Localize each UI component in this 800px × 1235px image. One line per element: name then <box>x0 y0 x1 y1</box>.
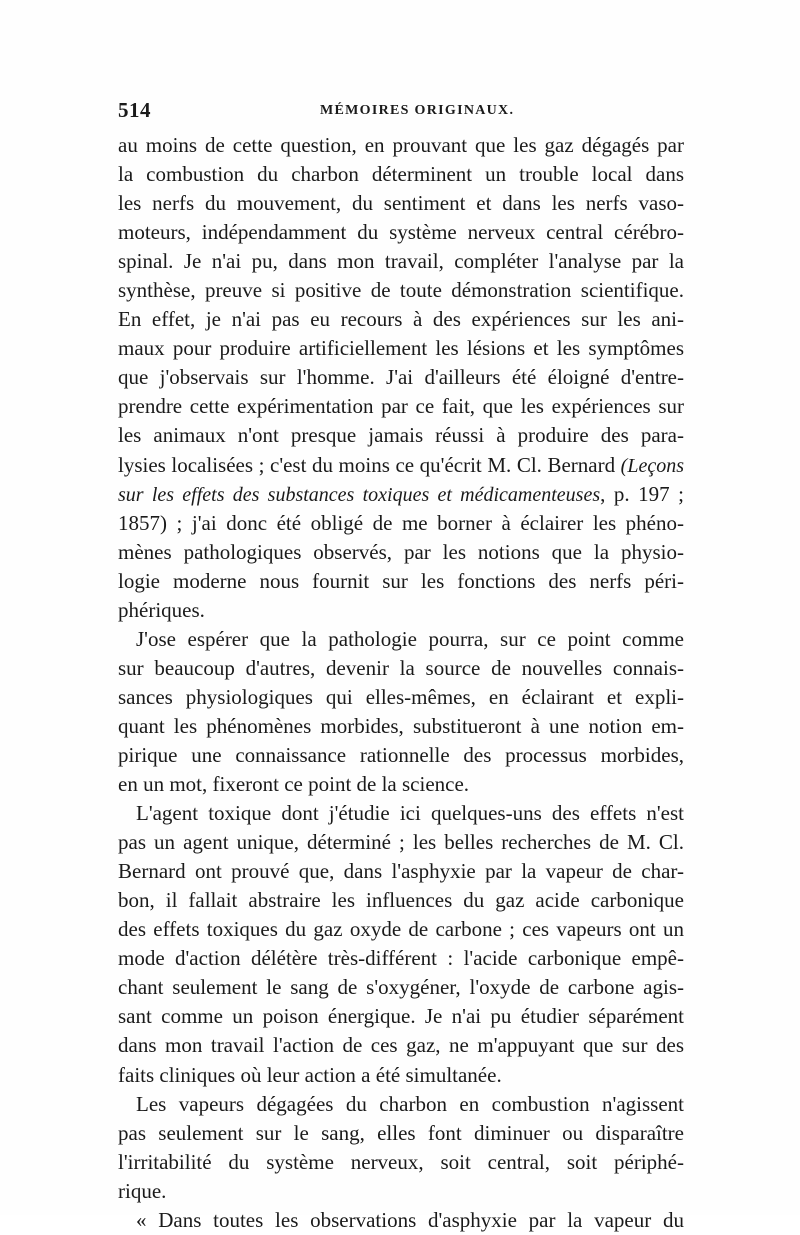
text-line: mode d'action délétère très-différent : l'acide carbonique empê- <box>118 946 684 971</box>
text-line: spinal. Je n'ai pu, dans mon travail, compléter l'analyse par la <box>118 249 684 274</box>
text-line: En effet, je n'ai pas eu recours à des expériences sur les ani- <box>118 307 684 332</box>
text-line: les nerfs du mouvement, du sentiment et dans les nerfs vaso- <box>118 191 684 216</box>
text-line: logie moderne nous fournit sur les fonctions des nerfs péri- <box>118 568 684 593</box>
line-prefix: lysies localisées ; c'est du moins ce qu'écrit M. Cl. Bernard <box>118 452 621 477</box>
text-line: les animaux n'ont presque jamais réussi à produire des para- <box>118 423 684 448</box>
body-text <box>118 131 684 1235</box>
text-line: que j'observais sur l'homme. J'ai d'ailleurs été éloigné d'entre- <box>118 365 684 390</box>
text-line: sances physiologiques qui elles-mêmes, en éclairant et expli- <box>118 684 684 709</box>
text-line: faits cliniques où leur action a été simultanée. <box>118 1062 502 1087</box>
paragraph-start: L'agent toxique dont j'étudie ici quelques-uns des effets n'est <box>136 801 684 826</box>
text-line: maux pour produire artificiellement les lésions et les symptômes <box>118 336 684 361</box>
text-line: synthèse, preuve si positive de toute démonstration scientifique. <box>118 278 684 303</box>
text-line: mènes pathologiques observés, par les notions que la physio- <box>118 539 684 564</box>
text-line: la combustion du charbon déterminent un trouble local dans <box>118 162 684 187</box>
text-line: l'irritabilité du système nerveux, soit central, soit périphé- <box>118 1149 684 1174</box>
page-header <box>118 98 690 128</box>
text-line: chant seulement le sang de s'oxygéner, l'oxyde de carbone agis- <box>118 975 684 1000</box>
text-line: moteurs, indépendamment du système nerveux central cérébro- <box>118 220 684 245</box>
text-line: pas seulement sur le sang, elles font diminuer ou disparaître <box>118 1120 684 1145</box>
text-line: phériques. <box>118 597 205 622</box>
text-line: dans mon travail l'action de ces gaz, ne m'appuyant que sur des <box>118 1033 684 1058</box>
text-line-with-italic <box>118 451 684 480</box>
text-line: bon, il fallait abstraire les influences du gaz acide carbonique <box>118 888 684 913</box>
text-line: en un mot, fixeront ce point de la science. <box>118 772 470 797</box>
paragraph-start: « Dans toutes les observations d'asphyxie par la vapeur du <box>136 1207 684 1232</box>
text-line: rique. <box>118 1178 167 1203</box>
text-line: Bernard ont prouvé que, dans l'asphyxie par la vapeur de char- <box>118 859 684 884</box>
italic-title-start: (Leçons <box>620 454 684 477</box>
text-line: des effets toxiques du gaz oxyde de carbone ; ces vapeurs ont un <box>118 917 684 942</box>
text-line: sur beaucoup d'autres, devenir la source de nouvelles connais- <box>118 655 684 680</box>
text-line-with-italic <box>118 480 684 509</box>
page-number: 514 <box>118 98 151 122</box>
text-line: au moins de cette question, en prouvant que les gaz dégagés par <box>118 133 684 157</box>
paragraph-start: Les vapeurs dégagées du charbon en combustion n'agissent <box>136 1091 684 1116</box>
running-title: MÉMOIRES ORIGINAUX. <box>320 103 515 118</box>
italic-title-end: sur les effets des substances toxiques et médicamenteuses <box>118 483 601 506</box>
text-line: quant les phénomènes morbides, substitueront à une notion em- <box>118 713 684 738</box>
text-line: prendre cette expérimentation par ce fait, que les expériences sur <box>118 394 684 419</box>
text-line: sant comme un poison énergique. Je n'ai pu étudier séparément <box>118 1004 684 1029</box>
text-line: 1857) ; j'ai donc été obligé de me borner à éclairer les phéno- <box>118 510 684 535</box>
text-line: pirique une connaissance rationnelle des processus morbides, <box>118 742 684 767</box>
paragraph-start: J'ose espérer que la pathologie pourra, sur ce point comme <box>136 626 684 651</box>
text-line: pas un agent unique, déterminé ; les belles recherches de M. Cl. <box>118 830 684 855</box>
line-suffix: , p. 197 ; <box>600 481 684 506</box>
